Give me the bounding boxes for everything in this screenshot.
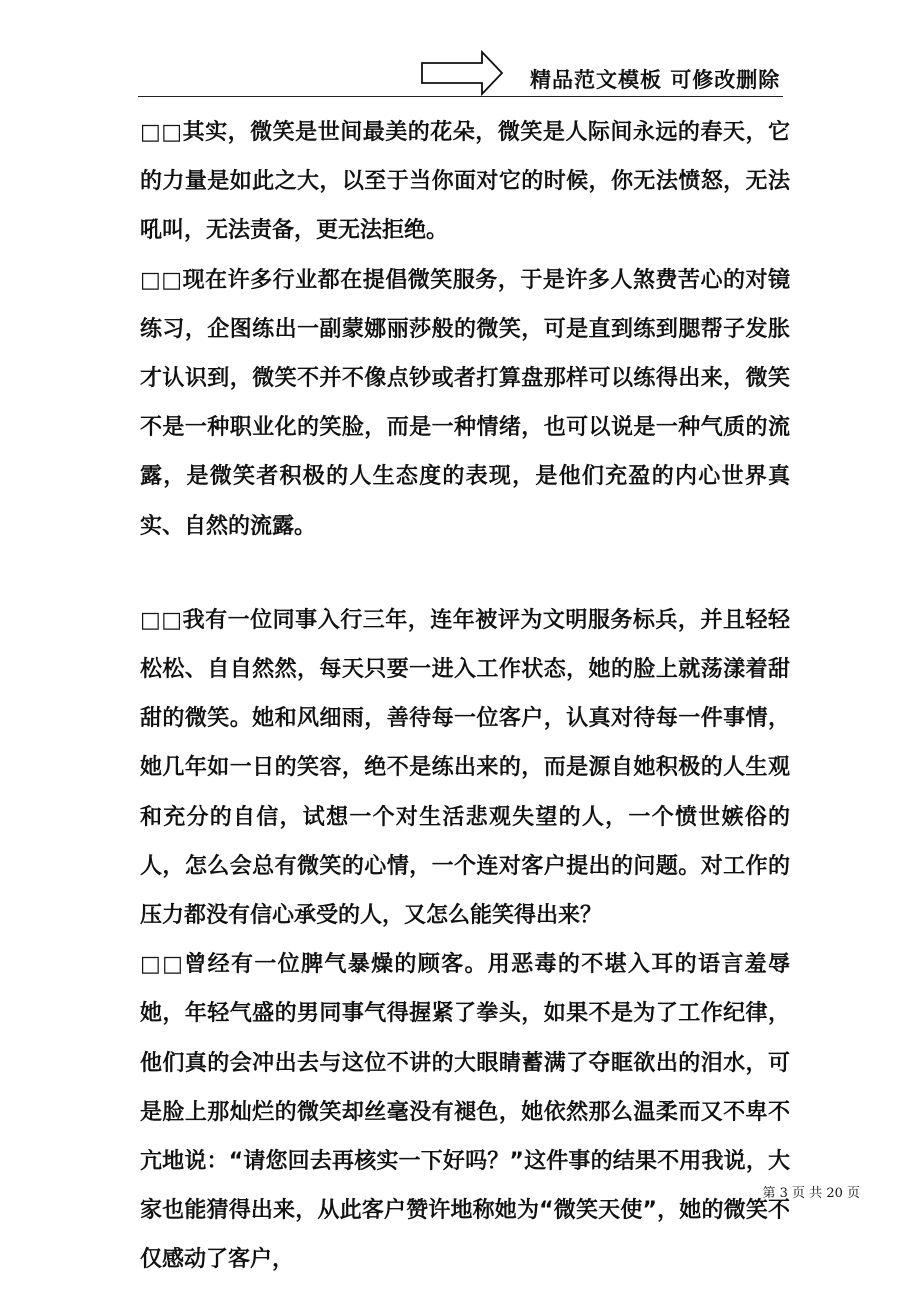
- paragraph-3: □□我有一位同事入行三年，连年被评为文明服务标兵，并且轻轻松松、自自然然，每天只要一进入工作状态，她的脸上就荡漾着甜甜的微笑。她和风细雨，善待每一位客户，认真对待每一件事情，她几年如一日的笑容，绝不是练出来的，而是源自她积极的人生观和充分的自信，试想一个对生活悲观失望的人，一个愤世嫉俗的人，怎么会总有微笑的心情，一个连对客户提出的问题。对工作的压力都没有信心承受的人，又怎么能笑得出来？: [140, 607, 790, 929]
- document-body: [140, 108, 790, 1285]
- paragraph-2: □□现在许多行业都在提倡微笑服务，于是许多人煞费苦心的对镜练习，企图练出一副蒙娜丽莎般的微笑，可是直到练到腮帮子发胀才认识到，微笑不并不像点钞或者打算盘那样可以练得出来，微笑不是一种职业化的笑脸，而是一种情绪，也可以说是一种气质的流露，是微笑者积极的人生态度的表现，是他们充盈的内心世界真实、自然的流露。: [140, 267, 790, 539]
- page-header: [0, 0, 920, 100]
- header-divider: [138, 96, 783, 97]
- page-number: 第 3 页 共 20 页: [762, 1186, 860, 1201]
- header-title: 精品范文模板 可修改删除: [530, 68, 781, 92]
- paragraph-1: □□其实，微笑是世间最美的花朵，微笑是人际间永远的春天，它的力量是如此之大，以至于当你面对它的时候，你无法愤怒，无法吼叫，无法责备，更无法拒绝。: [140, 120, 790, 244]
- paragraph-4: □□曾经有一位脾气暴燥的顾客。用恶毒的不堪入耳的语言羞辱她，年轻气盛的男同事气得握紧了拳头，如果不是为了工作纪律，他们真的会冲出去与这位不讲的大眼睛蓄满了夺眶欲出的泪水，可是脸上那灿烂的微笑却丝毫没有褪色，她依然那么温柔而又不卑不亢地说：“请您回去再核实一下好吗？”这件事的结果不用我说，大家也能猜得出来，从此客户赞许地称她为“微笑天使”，她的微笑不仅感动了客户，: [140, 952, 790, 1273]
- arrow-right-icon: [420, 50, 504, 96]
